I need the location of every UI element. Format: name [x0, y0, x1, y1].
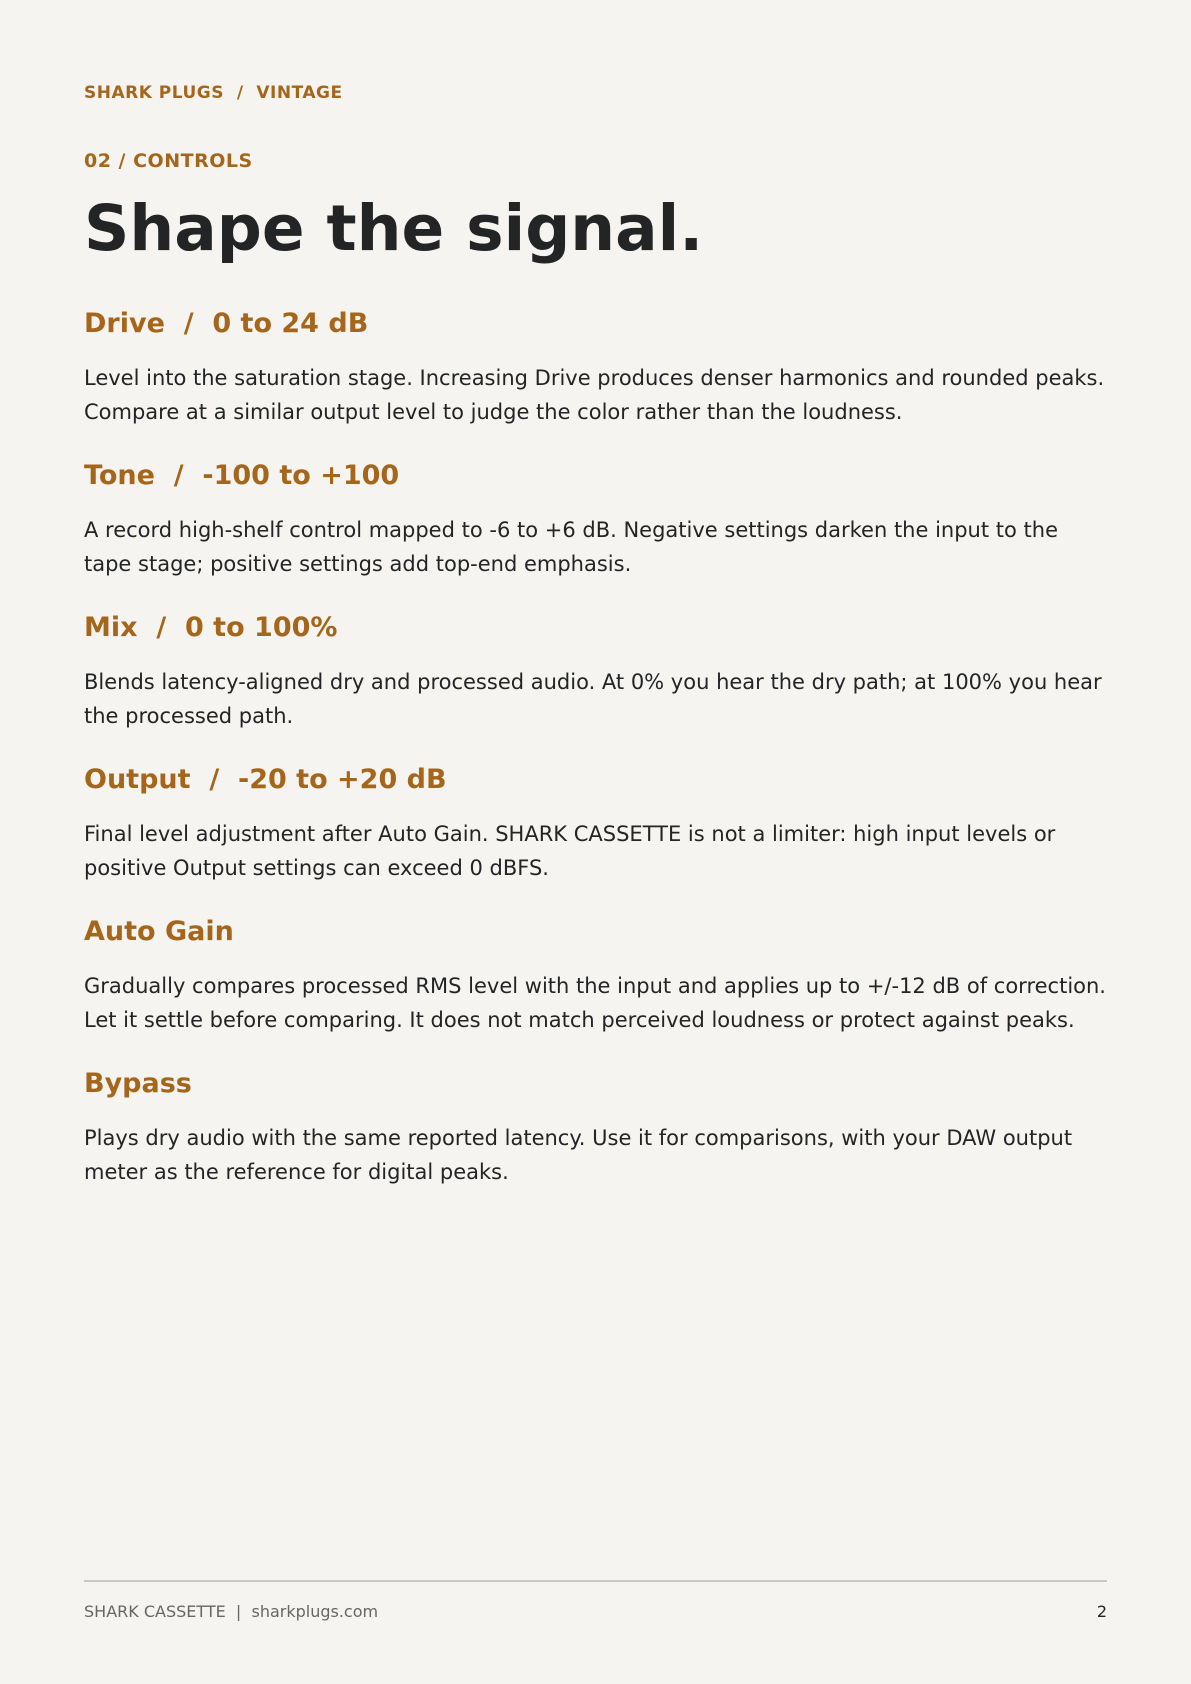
control-output	[84, 759, 1107, 885]
section-label: 02 / CONTROLS	[84, 150, 253, 172]
control-description: Level into the saturation stage. Increasing Drive produces denser harmonics and rounded peaks. Compare at a similar output level to judge the color rather than the loudness.	[84, 366, 1105, 424]
control-bypass	[84, 1063, 1107, 1189]
page-number: 2	[1096, 1602, 1107, 1621]
control-drive	[84, 303, 1107, 429]
page-title: Shape the signal.	[84, 192, 704, 265]
control-heading: Drive / 0 to 24 dB	[84, 308, 369, 339]
control-heading: Tone / -100 to +100	[84, 460, 400, 491]
control-description: Final level adjustment after Auto Gain. SHARK CASSETTE is not a limiter: high input levels or positive Output settings can exceed 0 dBFS.	[84, 822, 1056, 880]
footer-divider	[84, 1580, 1107, 1582]
control-tone	[84, 455, 1107, 581]
control-description: Blends latency-aligned dry and processed audio. At 0% you hear the dry path; at 100% you hear the processed path.	[84, 670, 1102, 728]
breadcrumb: SHARK PLUGS / VINTAGE	[84, 83, 343, 103]
control-description: A record high-shelf control mapped to -6 to +6 dB. Negative settings darken the input to the tape stage; positive settings add top-end emphasis.	[84, 518, 1058, 576]
control-auto-gain	[84, 911, 1107, 1037]
control-description: Gradually compares processed RMS level with the input and applies up to +/-12 dB of correction. Let it settle before comparing. It does not match perceived loudness or protect against peaks.	[84, 974, 1106, 1032]
footer-product-site: SHARK CASSETTE | sharkplugs.com	[84, 1602, 379, 1621]
control-description: Plays dry audio with the same reported latency. Use it for comparisons, with your DAW output meter as the reference for digital peaks.	[84, 1126, 1073, 1184]
control-heading: Auto Gain	[84, 916, 234, 947]
control-heading: Mix / 0 to 100%	[84, 612, 338, 643]
control-heading: Bypass	[84, 1068, 192, 1099]
controls-list	[84, 303, 1107, 1215]
control-heading: Output / -20 to +20 dB	[84, 764, 447, 795]
control-mix	[84, 607, 1107, 733]
